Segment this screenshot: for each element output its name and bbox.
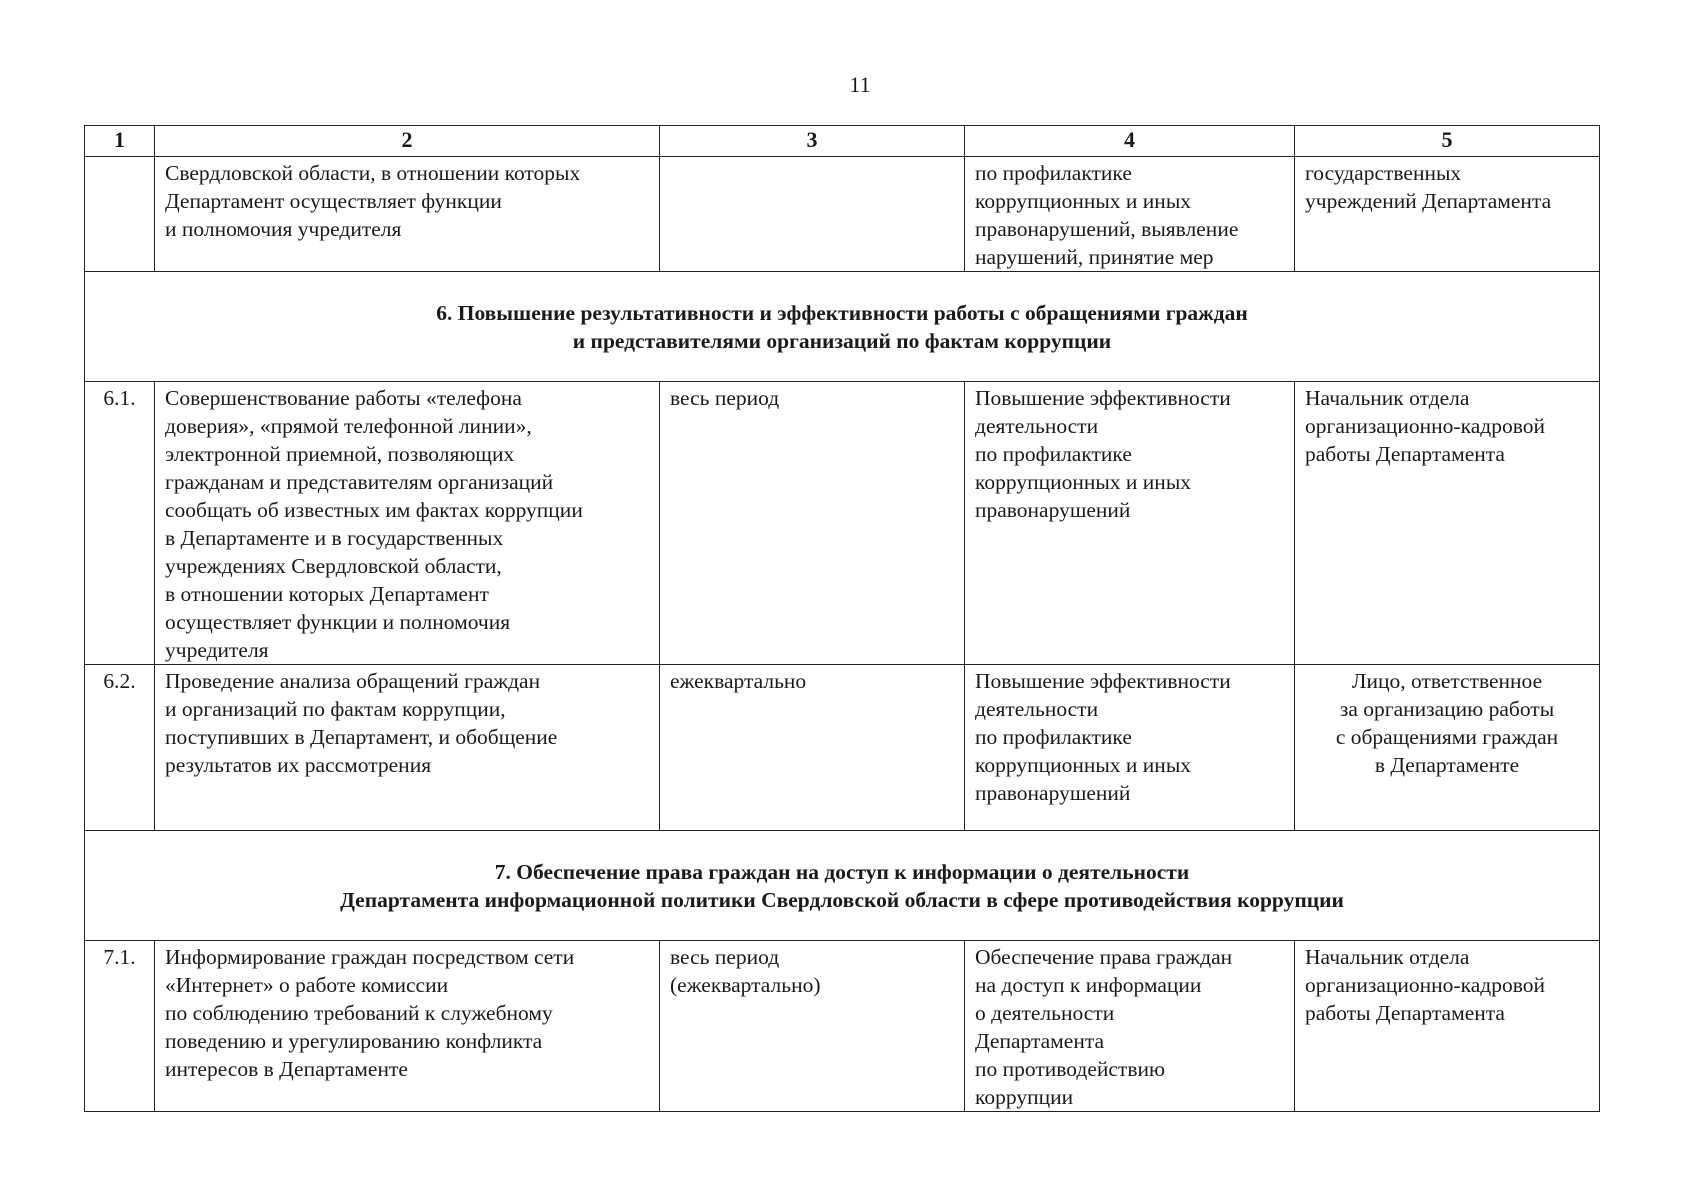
text-line: «Интернет» о работе комиссии: [165, 973, 449, 997]
text-line: правонарушений: [975, 781, 1131, 805]
text-line: учреждениях Свердловской области,: [165, 554, 502, 578]
text-line: работы Департамента: [1305, 442, 1505, 466]
text-line: Проведение анализа обращений граждан: [165, 669, 541, 693]
section-header-6: [85, 272, 1600, 382]
text-line: по профилактике: [975, 161, 1132, 185]
measures-table: [84, 125, 1600, 1112]
header-row: [85, 126, 1600, 157]
text-line: по противодействию: [975, 1057, 1166, 1081]
cell-responsible: [1295, 157, 1600, 272]
text-line: деятельности: [975, 414, 1099, 438]
section-title: [85, 272, 1600, 382]
text-line: Лицо, ответственное: [1351, 669, 1543, 693]
text-line: Повышение эффективности: [975, 386, 1231, 410]
table-row: [85, 941, 1600, 1112]
text-line: Свердловской области, в отношении которых: [165, 161, 581, 185]
text-line: Департамент осуществляет функции: [165, 189, 502, 213]
page-number: 11: [849, 72, 871, 97]
cell-measure: [155, 665, 660, 831]
text-line: и полномочия учредителя: [165, 217, 402, 241]
text-line: на доступ к информации: [975, 973, 1202, 997]
text-line: Начальник отдела: [1305, 386, 1470, 410]
cell-period: [660, 157, 965, 272]
text-line: организационно-кадровой: [1305, 973, 1545, 997]
text-line: поступивших в Департамент, и обобщение: [165, 725, 558, 749]
text-line: с обращениями граждан: [1335, 725, 1559, 749]
text-line: результатов их рассмотрения: [165, 753, 432, 777]
text-line: о деятельности: [975, 1001, 1115, 1025]
text-line: деятельности: [975, 697, 1099, 721]
text-line: нарушений, принятие мер: [975, 245, 1214, 269]
cell-responsible: [1295, 665, 1600, 831]
cell-responsible: [1295, 941, 1600, 1112]
cell-number: 7.1.: [85, 941, 155, 1112]
cell-responsible: [1295, 382, 1600, 665]
text-line: Повышение эффективности: [975, 669, 1231, 693]
column-header: 5: [1295, 126, 1600, 157]
cell-number: 6.1.: [85, 382, 155, 665]
cell-period: [660, 665, 965, 831]
table-row: [85, 665, 1600, 831]
text-line: Департамента: [975, 1029, 1105, 1053]
text-line: Обеспечение права граждан: [975, 945, 1233, 969]
column-header: 1: [85, 126, 155, 157]
text-line: весь период: [670, 386, 780, 410]
text-line: по соблюдению требований к служебному: [165, 1001, 553, 1025]
text-line: гражданам и представителям организаций: [165, 470, 554, 494]
text-line: весь период: [670, 945, 780, 969]
section-title-line: Департамента информационной политики Свердловской области в сфере противодействия коррупции: [340, 887, 1344, 912]
cell-result: [965, 157, 1295, 272]
text-line: правонарушений, выявление: [975, 217, 1239, 241]
text-line: в отношении которых Департамент: [165, 582, 489, 606]
text-line: работы Департамента: [1305, 1001, 1505, 1025]
text-line: государственных: [1305, 161, 1462, 185]
text-line: по профилактике: [975, 442, 1132, 466]
text-line: интересов в Департаменте: [165, 1057, 408, 1081]
cell-result: [965, 382, 1295, 665]
column-header: 3: [660, 126, 965, 157]
cell-period: [660, 382, 965, 665]
text-line: за организацию работы: [1339, 697, 1555, 721]
text-line: Начальник отдела: [1305, 945, 1470, 969]
text-line: Совершенствование работы «телефона: [165, 386, 522, 410]
text-line: и организаций по фактам коррупции,: [165, 697, 506, 721]
column-header: 4: [965, 126, 1295, 157]
cell-result: [965, 665, 1295, 831]
text-line: Информирование граждан посредством сети: [165, 945, 575, 969]
cell-measure: [155, 157, 660, 272]
cell-measure: [155, 382, 660, 665]
cell-period: [660, 941, 965, 1112]
text-line: ежеквартально: [670, 669, 807, 693]
section-title: [85, 831, 1600, 941]
text-line: учредителя: [165, 638, 269, 662]
text-line: осуществляет функции и полномочия: [165, 610, 511, 634]
text-line: коррупционных и иных: [975, 470, 1192, 494]
section-title-line: и представителями организаций по фактам коррупции: [572, 328, 1112, 353]
text-line: по профилактике: [975, 725, 1132, 749]
text-line: коррупции: [975, 1085, 1074, 1109]
text-line: сообщать об известных им фактах коррупции: [165, 498, 583, 522]
cell-measure: [155, 941, 660, 1112]
text-line: в Департаменте: [1374, 753, 1520, 777]
section-title-line: 7. Обеспечение права граждан на доступ к информации о деятельности: [494, 859, 1190, 884]
section-header-7: [85, 831, 1600, 941]
table-row: [85, 157, 1600, 272]
text-line: правонарушений: [975, 498, 1131, 522]
section-title-line: 6. Повышение результативности и эффективности работы с обращениями граждан: [436, 300, 1248, 325]
text-line: в Департаменте и в государственных: [165, 526, 504, 550]
text-line: коррупционных и иных: [975, 753, 1192, 777]
cell-number: 6.2.: [85, 665, 155, 831]
text-line: поведению и урегулированию конфликта: [165, 1029, 543, 1053]
text-line: (ежеквартально): [670, 973, 821, 997]
column-header: 2: [155, 126, 660, 157]
cell-number: [85, 157, 155, 272]
text-line: доверия», «прямой телефонной линии»,: [165, 414, 532, 438]
text-line: электронной приемной, позволяющих: [165, 442, 515, 466]
cell-result: [965, 941, 1295, 1112]
text-line: организационно-кадровой: [1305, 414, 1545, 438]
text-line: коррупционных и иных: [975, 189, 1192, 213]
table-row: [85, 382, 1600, 665]
text-line: учреждений Департамента: [1305, 189, 1552, 213]
